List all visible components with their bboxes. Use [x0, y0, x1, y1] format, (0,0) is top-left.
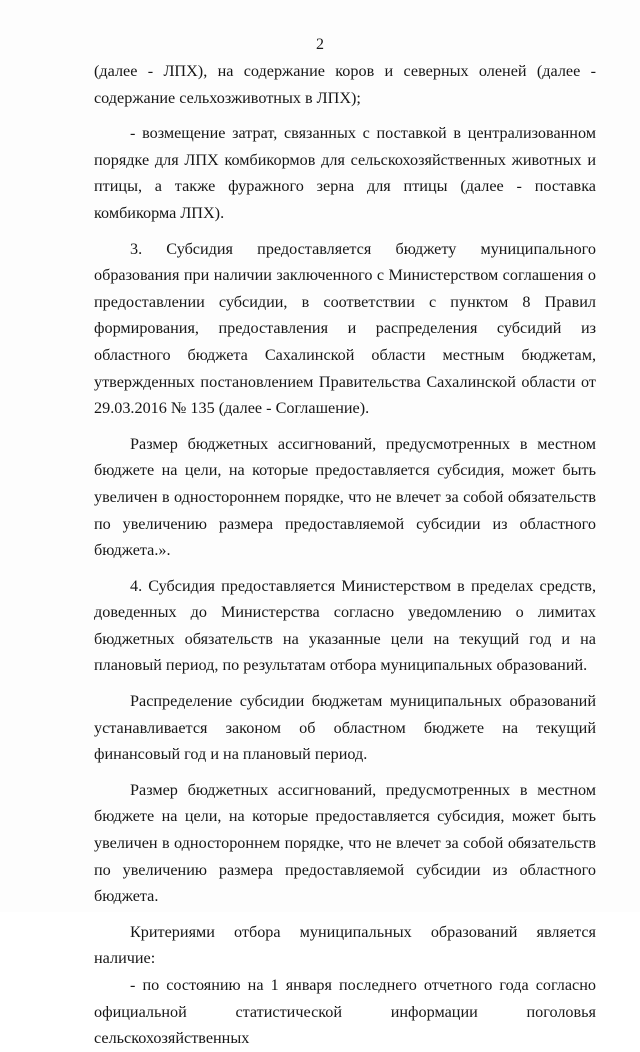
- page-number: 2: [316, 36, 324, 53]
- paragraph: 3. Субсидия предоставляется бюджету муниципального образования при наличии заключенного с Министерством соглашения о предоставлении субсидии, в соответствии с пунктом 8 Правил формирования, предоставления и распределения субсидий из областного бюджета Сахалинской области местным бюджетам, утвержденных постановлением Правительства Сахалинской области от 29.03.2016 № 135 (далее - Соглашение).: [94, 239, 596, 418]
- paragraph: Размер бюджетных ассигнований, предусмотренных в местном бюджете на цели, на которые предоставляется субсидия, может быть увеличен в одностороннем порядке, что не влечет за собой обязательств по увеличению размера предоставляемой субсидии из областного бюджета.: [94, 780, 596, 906]
- paragraph: Критериями отбора муниципальных образований является наличие:: [94, 922, 596, 968]
- paragraph: - по состоянию на 1 января последнего отчетного года согласно официальной статистической информации поголовья сельскохозяйственных: [94, 976, 596, 1048]
- paragraph: (далее - ЛПХ), на содержание коров и северных оленей (далее - содержание сельхозживотных в ЛПХ);: [94, 62, 596, 107]
- paragraph: Размер бюджетных ассигнований, предусмотренных в местном бюджете на цели, на которые предоставляется субсидия, может быть увеличен в одностороннем порядке, что не влечет за собой обязательств по увеличению размера предоставляемой субсидии из областного бюджета.».: [94, 434, 596, 560]
- paragraph: - возмещение затрат, связанных с поставкой в централизованном порядке для ЛПХ комбикормов для сельскохозяйственных животных и птицы, а также фуражного зерна для птицы (далее - поставка комбикорма ЛПХ).: [94, 124, 596, 222]
- document-body: [94, 58, 596, 1052]
- paragraph: Распределение субсидии бюджетам муниципальных образований устанавливается законом об областном бюджете на текущий финансовый год и на плановый период.: [94, 692, 596, 764]
- paragraph: 4. Субсидия предоставляется Министерством в пределах средств, доведенных до Министерства согласно уведомлению о лимитах бюджетных обязательств на указанные цели на текущий год и на плановый период, по результатам отбора муниципальных образований.: [94, 576, 596, 675]
